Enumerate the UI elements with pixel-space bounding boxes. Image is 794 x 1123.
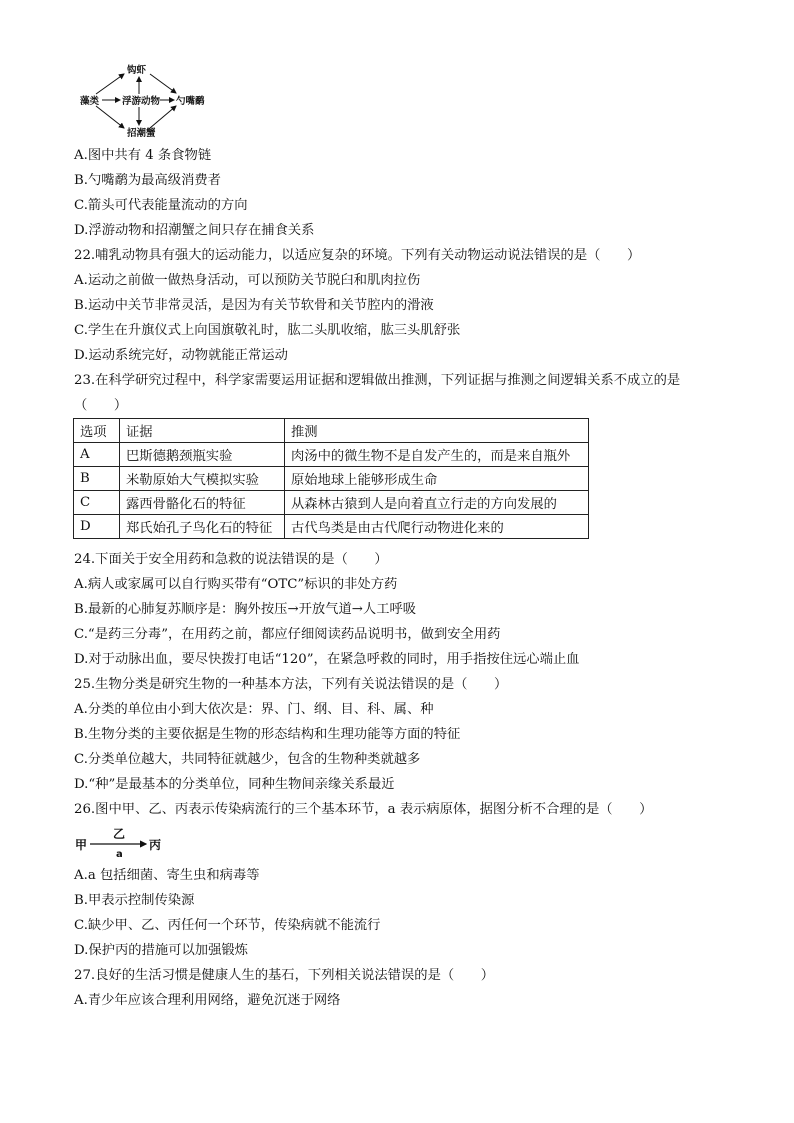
table-cell: D	[74, 515, 120, 539]
arrow-crab-bird	[150, 106, 176, 128]
node-crab: 招潮蟹	[127, 128, 156, 139]
q22-stem: 22.哺乳动物具有强大的运动能力，以适应复杂的环境。下列有关动物运动说法错误的是（ ）	[74, 248, 641, 263]
table-cell: 露西骨骼化石的特征	[120, 491, 285, 515]
q22-option-c: C.学生在升旗仪式上向国旗敬礼时，肱二头肌收缩，肱三头肌舒张	[74, 323, 461, 338]
q26-option-c: C.缺少甲、乙、丙任何一个环节，传染病就不能流行	[74, 918, 381, 933]
q21-option-d: D.浮游动物和招潮蟹之间只存在捕食关系	[74, 223, 315, 238]
table-cell: 从森林古猿到人是向着直立行走的方向发展的	[285, 491, 589, 515]
food-web-diagram	[76, 62, 216, 142]
q24-stem: 24.下面关于安全用药和急救的说法错误的是（ ）	[74, 552, 388, 567]
q21-option-c: C.箭头可代表能量流动的方向	[74, 198, 248, 213]
q26-option-b: B.甲表示控制传染源	[74, 893, 195, 908]
q23-table	[73, 418, 589, 539]
q27-option-a: A.青少年应该合理利用网络，避免沉迷于网络	[74, 993, 341, 1008]
q21-option-a: A.图中共有 4 条食物链	[74, 148, 212, 163]
q23-stem-line2: （ ）	[74, 398, 128, 413]
infection-chain-diagram	[73, 826, 173, 862]
label-bing: 丙	[149, 838, 162, 852]
q25-option-a: A.分类的单位由小到大依次是：界、门、纲、目、科、属、种	[74, 702, 434, 717]
node-bird: 勺嘴鹬	[176, 96, 205, 107]
arrow-algae-shrimp	[96, 74, 124, 94]
table-row	[74, 491, 589, 515]
table-header: 证据	[120, 419, 285, 443]
q24-option-b: B.最新的心肺复苏顺序是：胸外按压→开放气道→人工呼吸	[74, 602, 417, 617]
q22-option-d: D.运动系统完好，动物就能正常运动	[74, 348, 288, 363]
table-row	[74, 443, 589, 467]
q26-option-d: D.保护丙的措施可以加强锻炼	[74, 943, 248, 958]
q26-stem: 26.图中甲、乙、丙表示传染病流行的三个基本环节，a 表示病原体，据图分析不合理的是（ ）	[74, 802, 653, 817]
table-cell: A	[74, 443, 120, 467]
table-row	[74, 515, 589, 539]
arrow-shrimp-bird	[150, 74, 176, 93]
q26-option-a: A.a 包括细菌、寄生虫和病毒等	[74, 868, 260, 883]
q21-option-b: B.勺嘴鹬为最高级消费者	[74, 173, 221, 188]
table-header: 选项	[74, 419, 120, 443]
q25-option-d: D.“种”是最基本的分类单位，同种生物间亲缘关系最近	[74, 777, 395, 792]
q22-option-b: B.运动中关节非常灵活，是因为有关节软骨和关节腔内的滑液	[74, 298, 434, 313]
node-algae: 藻类	[80, 96, 100, 107]
node-plankton: 浮游动物	[122, 96, 161, 107]
q25-option-b: B.生物分类的主要依据是生物的形态结构和生理功能等方面的特征	[74, 727, 461, 742]
table-cell: 郑氏始孔子鸟化石的特征	[120, 515, 285, 539]
table-cell: 古代鸟类是由古代爬行动物进化来的	[285, 515, 589, 539]
table-cell: C	[74, 491, 120, 515]
q27-stem: 27.良好的生活习惯是健康人生的基石，下列相关说法错误的是（ ）	[74, 968, 495, 983]
table-cell: 米勒原始大气模拟实验	[120, 467, 285, 491]
q25-option-c: C.分类单位越大，共同特征就越少，包含的生物种类就越多	[74, 752, 421, 767]
q25-stem: 25.生物分类是研究生物的一种基本方法，下列有关说法错误的是（ ）	[74, 677, 508, 692]
q23-stem-line1: 23.在科学研究过程中，科学家需要运用证据和逻辑做出推测，下列证据与推测之间逻辑关系不成立的是	[74, 373, 681, 388]
table-cell: 巴斯德鹅颈瓶实验	[120, 443, 285, 467]
q24-option-d: D.对于动脉出血，要尽快拨打电话“120”，在紧急呼救的同时，用手指按住远心端止血	[74, 652, 580, 667]
table-header: 推测	[285, 419, 589, 443]
table-cell: B	[74, 467, 120, 491]
table-row	[74, 467, 589, 491]
q24-option-c: C.“是药三分毒”，在用药之前，都应仔细阅读药品说明书，做到安全用药	[74, 627, 501, 642]
arrow-algae-crab	[96, 106, 124, 128]
label-yi: 乙	[113, 827, 126, 841]
table-header-row	[74, 419, 589, 443]
label-a: a	[116, 849, 123, 860]
table-cell: 肉汤中的微生物不是自发产生的，而是来自瓶外	[285, 443, 589, 467]
q24-option-a: A.病人或家属可以自行购买带有“OTC”标识的非处方药	[74, 577, 398, 592]
label-jia: 甲	[75, 838, 88, 852]
q22-option-a: A.运动之前做一做热身活动，可以预防关节脱臼和肌肉拉伤	[74, 273, 421, 288]
table-cell: 原始地球上能够形成生命	[285, 467, 589, 491]
node-shrimp: 钩虾	[127, 65, 147, 76]
